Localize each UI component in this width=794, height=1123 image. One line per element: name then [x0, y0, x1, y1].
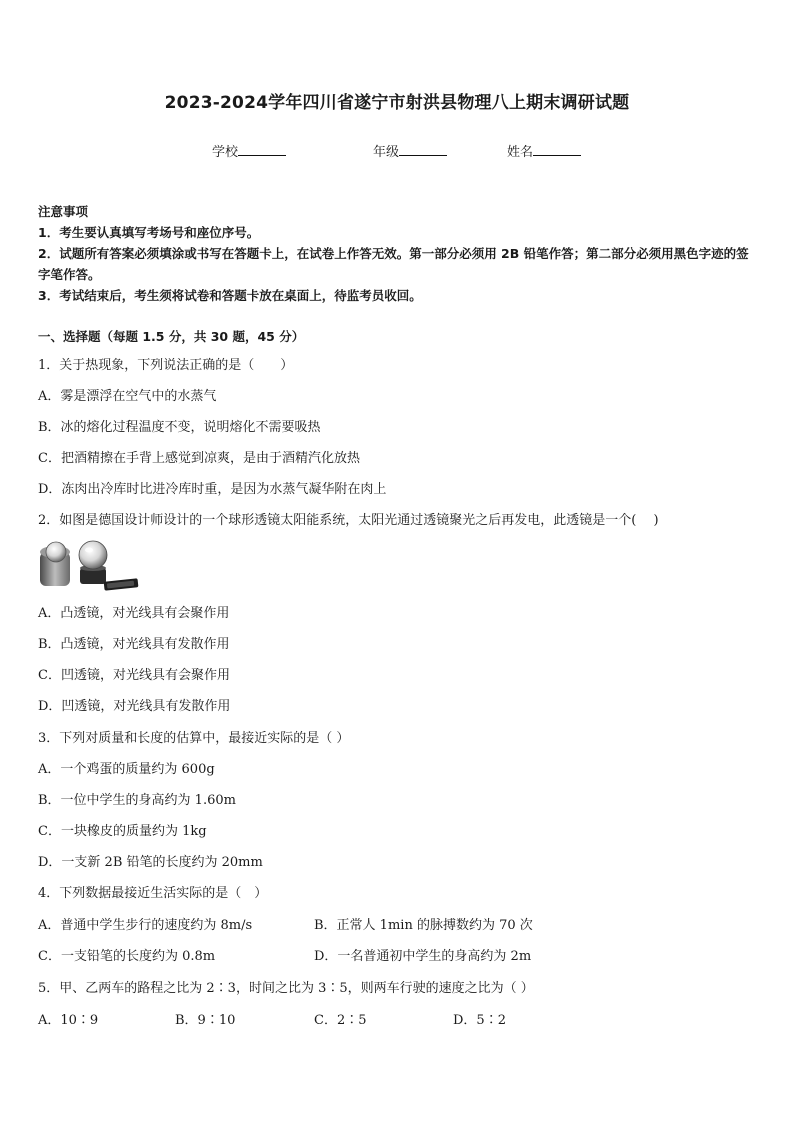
question-3-option-a: A．一个鸡蛋的质量约为 600g: [38, 762, 215, 777]
name-blank: [533, 143, 581, 156]
question-5-option-d: D．5∶2: [453, 1013, 506, 1028]
grade-blank: [399, 143, 447, 156]
school-blank: [238, 143, 286, 156]
notice-item-3: 3．考试结束后，考生须将试卷和答题卡放在桌面上，待监考员收回。: [38, 288, 422, 303]
notice-heading: 注意事项: [38, 204, 89, 219]
question-1-option-c: C．把酒精擦在手背上感觉到凉爽，是由于酒精汽化放热: [38, 451, 360, 466]
question-1-stem: 1．关于热现象，下列说法正确的是（ ）: [38, 358, 294, 373]
name-label: 姓名: [507, 145, 534, 160]
question-2-stem: 2．如图是德国设计师设计的一个球形透镜太阳能系统，太阳光通过透镜聚光之后再发电，此透镜是一个( ): [38, 513, 659, 528]
question-4-option-a: A．普通中学生步行的速度约为 8m/s: [38, 918, 253, 933]
question-4-stem: 4．下列数据最接近生活实际的是（ ）: [38, 886, 268, 901]
question-4-option-d: D．一名普通初中学生的身高约为 2m: [314, 949, 532, 964]
question-3-stem: 3．下列对质量和长度的估算中，最接近实际的是（ ）: [38, 731, 350, 746]
question-5-option-c: C．2∶5: [314, 1013, 367, 1028]
question-1-option-d: D．冻肉出冷库时比进冷库时重，是因为水蒸气凝华附在肉上: [38, 482, 387, 497]
notice-item-1: 1．考生要认真填写考场号和座位序号。: [38, 225, 260, 240]
school-label: 学校: [212, 145, 239, 160]
right-lens-unit: [79, 541, 107, 584]
sphere-lens-solar-figure: [38, 538, 142, 592]
question-3-option-d: D．一支新 2B 铅笔的长度约为 20mm: [38, 855, 263, 870]
question-5-option-b: B．9∶10: [175, 1013, 236, 1028]
name-field: [507, 141, 581, 160]
grade-label: 年级: [373, 145, 400, 160]
notice-item-2: 2．试题所有答案必须填涂或书写在答题卡上，在试卷上作答无效。第一部分必须用 2B 铅笔作答；第二部分必须用黑色字迹的签字笔作答。: [38, 246, 749, 282]
left-lens-unit: [40, 542, 70, 586]
question-1-option-b: B．冰的熔化过程温度不变，说明熔化不需要吸热: [38, 420, 321, 435]
phone-device: [104, 578, 139, 591]
grade-field: [373, 141, 447, 160]
question-4-option-b: B．正常人 1min 的脉搏数约为 70 次: [314, 918, 533, 933]
question-1-option-a: A．雾是漂浮在空气中的水蒸气: [38, 389, 217, 404]
question-5-option-a: A．10∶9: [38, 1013, 99, 1028]
question-2-option-c: C．凹透镜，对光线具有会聚作用: [38, 668, 230, 683]
question-2-option-b: B．凸透镜，对光线具有发散作用: [38, 637, 230, 652]
question-3-option-b: B．一位中学生的身高约为 1.60m: [38, 793, 236, 808]
question-2-option-a: A．凸透镜，对光线具有会聚作用: [38, 606, 230, 621]
school-field: [212, 141, 286, 160]
question-4-option-c: C．一支铅笔的长度约为 0.8m: [38, 949, 216, 964]
question-2-option-d: D．凹透镜，对光线具有发散作用: [38, 699, 231, 714]
question-5-stem: 5．甲、乙两车的路程之比为 2∶3，时间之比为 3∶5，则两车行驶的速度之比为（ ）: [38, 981, 534, 996]
notice-block: [38, 201, 760, 306]
question-3-option-c: C．一块橡皮的质量约为 1kg: [38, 824, 207, 839]
section-heading: 一、选择题（每题 1.5 分，共 30 题，45 分）: [38, 329, 305, 344]
page-title: 2023-2024学年四川省遂宁市射洪县物理八上期末调研试题: [164, 93, 630, 113]
